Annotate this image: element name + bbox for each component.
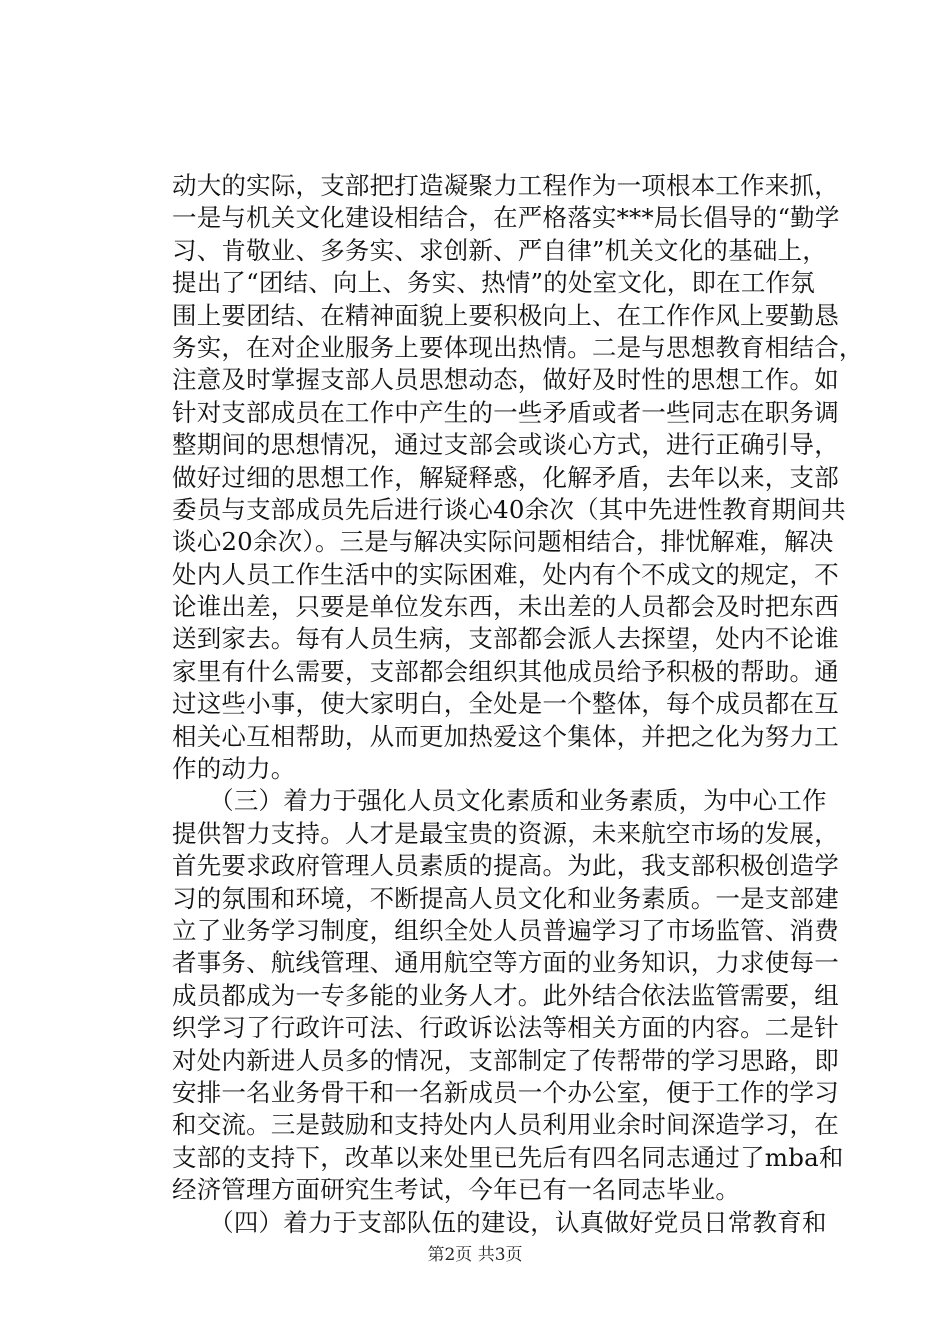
text-line: 织学习了行政许可法、行政诉讼法等相关方面的内容。二是针 — [172, 1013, 839, 1043]
text-line: 整期间的思想情况，通过支部会或谈心方式，进行正确引导， — [172, 430, 839, 460]
text-line: 首先要求政府管理人员素质的提高。为此，我支部积极创造学 — [172, 851, 839, 881]
text-line: 支部的支持下，改革以来处里已先后有四名同志通过了mba和 — [172, 1142, 844, 1172]
text-line: 送到家去。每有人员生病，支部都会派人去探望，处内不论谁 — [172, 624, 839, 654]
text-line: 围上要团结、在精神面貌上要积极向上、在工作作风上要勤恳 — [172, 300, 839, 330]
text-line: 过这些小事，使大家明白，全处是一个整体，每个成员都在互 — [172, 689, 839, 719]
text-line: （四）着力于支部队伍的建设，认真做好党员日常教育和 — [172, 1207, 827, 1237]
text-line: （三）着力于强化人员文化素质和业务素质，为中心工作 — [172, 786, 827, 816]
document-body — [172, 170, 864, 1239]
text-line: 处内人员工作生活中的实际困难，处内有个不成文的规定，不 — [172, 559, 839, 589]
text-line: 家里有什么需要，支部都会组织其他成员给予积极的帮助。通 — [172, 656, 839, 686]
text-line: 一是与机关文化建设相结合，在严格落实***局长倡导的“勤学 — [172, 203, 840, 233]
text-line: 习、肯敬业、多务实、求创新、严自律”机关文化的基础上， — [172, 235, 827, 265]
text-line: 成员都成为一专多能的业务人才。此外结合依法监管需要，组 — [172, 980, 839, 1010]
text-line: 注意及时掌握支部人员思想动态，做好及时性的思想工作。如 — [172, 365, 839, 395]
text-line: 对处内新进人员多的情况，支部制定了传帮带的学习思路，即 — [172, 1045, 839, 1075]
text-line: 经济管理方面研究生考试，今年已有一名同志毕业。 — [172, 1175, 741, 1205]
text-line: 和交流。三是鼓励和支持处内人员利用业余时间深造学习，在 — [172, 1110, 839, 1140]
text-line: 动大的实际，支部把打造凝聚力工程作为一项根本工作来抓， — [172, 171, 839, 200]
text-line: 谈心20余次）。三是与解决实际问题相结合，排忧解难，解决 — [172, 527, 834, 557]
text-line: 委员与支部成员先后进行谈心40余次（其中先进性教育期间共 — [172, 494, 846, 524]
text-line: 针对支部成员在工作中产生的一些矛盾或者一些同志在职务调 — [172, 397, 839, 427]
page-footer: 第2页 共3页 — [427, 1245, 523, 1265]
text-line: 论谁出差，只要是单位发东西，未出差的人员都会及时把东西 — [172, 592, 839, 622]
text-line: 习的氛围和环境，不断提高人员文化和业务素质。一是支部建 — [172, 883, 839, 913]
text-line: 相关心互相帮助，从而更加热爱这个集体，并把之化为努力工 — [172, 721, 839, 751]
text-line: 者事务、航线管理、通用航空等方面的业务知识，力求使每一 — [172, 948, 839, 978]
text-line: 提供智力支持。人才是最宝贵的资源，未来航空市场的发展， — [172, 818, 839, 848]
text-line: 安排一名业务骨干和一名新成员一个办公室，便于工作的学习 — [172, 1077, 839, 1107]
text-line: 作的动力。 — [172, 754, 296, 784]
text-line: 提出了“团结、向上、务实、热情”的处室文化，即在工作氛 — [172, 268, 815, 298]
text-line: 做好过细的思想工作，解疑释惑，化解矛盾，去年以来，支部 — [172, 462, 839, 492]
text-line: 务实，在对企业服务上要体现出热情。二是与思想教育相结合， — [172, 332, 864, 362]
text-line: 立了业务学习制度，组织全处人员普遍学习了市场监管、消费 — [172, 915, 839, 945]
